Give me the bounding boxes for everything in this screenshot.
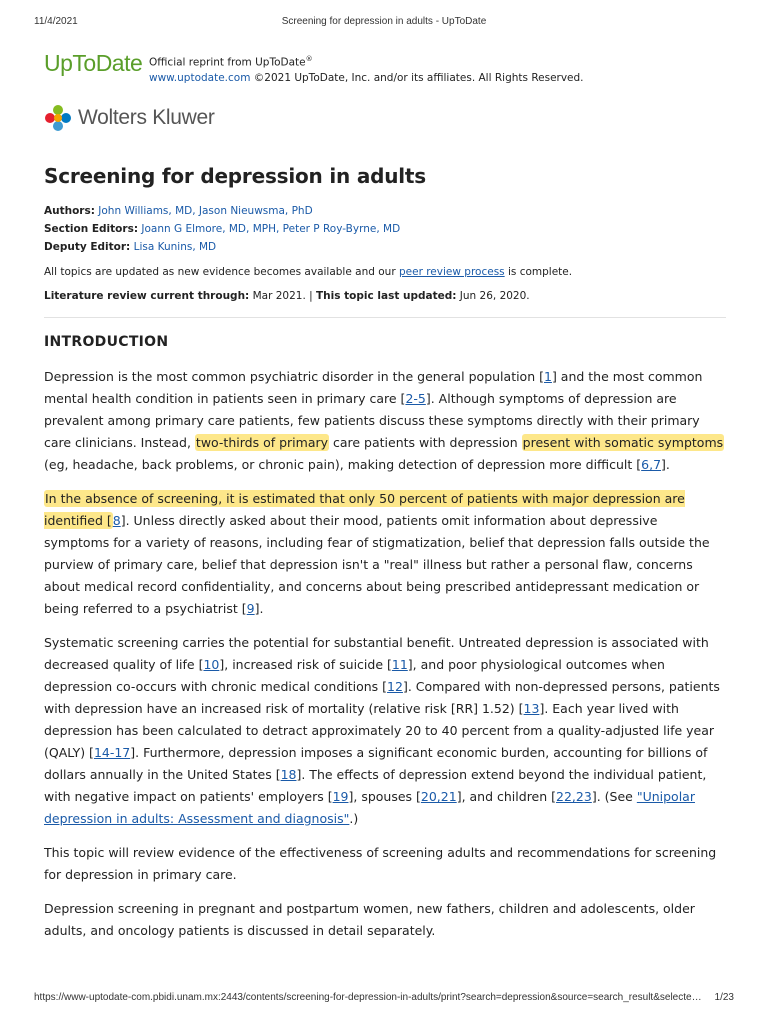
para-text: (eg, headache, back problems, or chronic pain), making detection of depression more difficult [ [44,457,642,472]
copyright-text: ©2021 UpToDate, Inc. and/or its affiliates. All Rights Reserved. [250,71,584,84]
para-text: ]. Although symptoms of depression are prevalent among primary care patients, few patients discuss these symptoms directly with their primary care clinicians. Instead, [44,391,700,450]
lit-review-date: Mar 2021. | [249,290,317,302]
article [44,164,726,942]
para-text: .) [349,811,359,826]
reference-link[interactable]: 12 [387,679,403,694]
update-note-end: is complete. [504,266,573,278]
para-text: ]. The effects of depression extend beyond the individual patient, with negative impact on patients' employers [ [44,767,707,804]
highlighted-text: two-thirds of primary [195,435,329,450]
introduction-heading: INTRODUCTION [44,334,169,350]
para-text: ]. Compared with non-depressed persons, patients with depression have an increased risk of mortality (relative risk [RR] 1.52) [ [44,679,720,716]
lit-review-label: Literature review current through: [44,290,250,302]
section-divider [44,317,726,318]
reference-link[interactable]: 8 [112,513,121,528]
update-note [44,263,726,281]
print-page-title: Screening for depression in adults - UpToDate [281,16,487,27]
print-date: 11/4/2021 [34,16,78,27]
para-text: care patients with depression [329,435,522,450]
reprint-line: Official reprint from UpToDate [149,56,306,69]
reprint-notice [149,52,709,86]
para-text: Depression is the most common psychiatric disorder in the general population [ [44,369,544,384]
reference-link[interactable]: 6,7 [641,457,662,472]
article-title: Screening for depression in adults [44,164,426,188]
reference-link[interactable]: 20,21 [420,789,457,804]
highlighted-text: In the absence of screening, it is estimated that only 50 percent of patients with major depression are identified [ [44,491,685,528]
intro-paragraph-3 [44,632,726,830]
deputy-editor-label: Deputy Editor: [44,241,131,253]
last-updated-date: Jun 26, 2020. [456,290,530,302]
para-text: ], spouses [ [348,789,421,804]
reference-link[interactable]: 22,23 [556,789,592,804]
update-note-text: All topics are updated as new evidence becomes available and our [44,266,399,278]
wolters-kluwer-mark-icon [44,104,72,132]
para-text: Systematic screening carries the potential for substantial benefit. Untreated depression is associated with decreased quality of life [ [44,635,709,672]
registered-mark: ® [305,55,313,63]
last-updated-label: This topic last updated: [316,290,457,302]
deputy-editor-link[interactable]: Lisa Kunins, MD [133,241,217,253]
review-dates [44,287,726,305]
uptodate-logo[interactable]: UpToDate [44,50,143,76]
authors-links[interactable]: John Williams, MD, Jason Nieuwsma, PhD [98,205,313,217]
uptodate-site-link[interactable]: www.uptodate.com [149,71,251,84]
para-text: ]. (See [591,789,637,804]
reference-link[interactable]: 1 [543,369,552,384]
reference-link[interactable]: 19 [332,789,349,804]
intro-paragraph-4: This topic will review evidence of the effectiveness of screening adults and recommendations for screening for depression in primary care. [44,845,717,882]
para-text: ]. [254,601,264,616]
reference-link[interactable]: 10 [203,657,220,672]
para-text: ]. Furthermore, depression imposes a significant economic burden, accounting for billions of dollars annually in the United States [ [44,745,708,782]
para-text: ]. Unless directly asked about their mood, patients omit information about depressive symptoms for a variety of reasons, including fear of stigmatization, belief that depression falls outside the purview of primary care, belief that depression isn't a "real" illness but rather a personal flaw, concerns about medical record confidentiality, and concerns about being prescribed antidepressant medication or being referred to a psychiatrist [ [44,513,710,616]
intro-paragraph-2 [44,488,726,620]
publisher-name: Wolters Kluwer [78,106,215,129]
print-header [34,16,734,30]
para-text: ]. Each year lived with depression has been calculated to detract approximately 20 to 40 percent from a quality-adjusted life year (QALY) [ [44,701,715,760]
reference-link[interactable]: 9 [246,601,255,616]
reference-link[interactable]: 11 [391,657,408,672]
page-number: 1/23 [714,992,734,1003]
para-text: ], and children [ [456,789,557,804]
para-text: ], and poor physiological outcomes when depression co-occurs with chronic medical conditions [ [44,657,665,694]
intro-paragraph-1 [44,366,726,476]
authors-label: Authors: [44,205,95,217]
reference-link[interactable]: 13 [523,701,540,716]
intro-paragraph-5: Depression screening in pregnant and postpartum women, new fathers, children and adolescents, older adults, and oncology patients is discussed in detail separately. [44,901,695,938]
article-credits [44,202,726,256]
reference-link[interactable]: 18 [280,767,297,782]
topic-link[interactable]: "Unipolar depression in adults: Assessment and diagnosis" [44,789,695,826]
para-text: ]. [661,457,670,472]
print-footer [34,992,734,1006]
para-text: ] and the most common mental health condition in patients seen in primary care [ [44,369,703,406]
highlighted-text: present with somatic symptoms [522,435,724,450]
peer-review-link[interactable]: peer review process [398,266,505,278]
para-text: ], increased risk of suicide [ [219,657,392,672]
reference-link[interactable]: 2-5 [405,391,426,406]
section-editors-label: Section Editors: [44,223,139,235]
print-url: https://www-uptodate-com.pbidi.unam.mx:2443/contents/screening-for-depression-in-adults/print?search=depression&source=search_result&selecte… [34,992,702,1003]
section-editors-links[interactable]: Joann G Elmore, MD, MPH, Peter P Roy-Byrne, MD [141,223,401,235]
reference-link[interactable]: 14-17 [93,745,131,760]
